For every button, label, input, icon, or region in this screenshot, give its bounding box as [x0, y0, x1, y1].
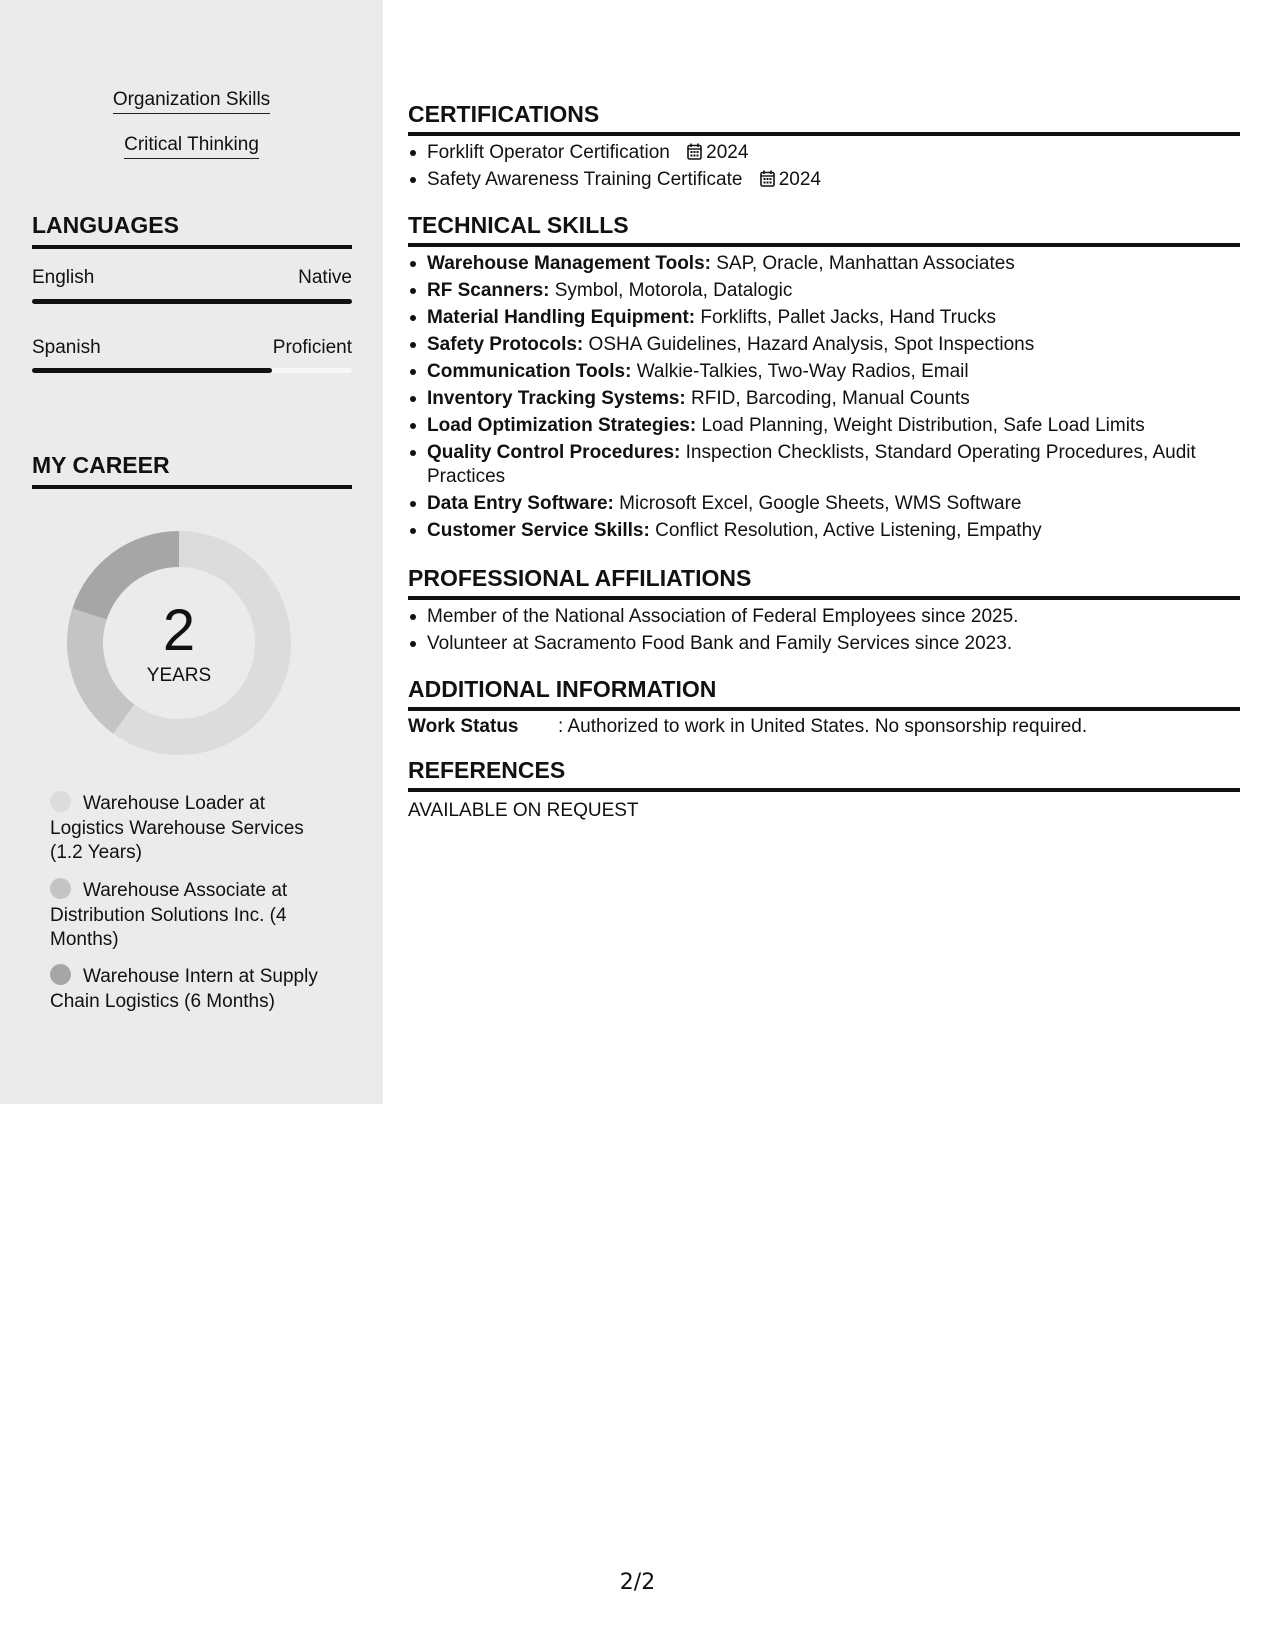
- work-status-value: : Authorized to work in United States. No sponsorship required.: [558, 716, 1088, 737]
- skill-item: [408, 519, 1240, 543]
- skill-label: Customer Service Skills:: [427, 520, 650, 541]
- work-status-label: Work Status: [408, 716, 519, 737]
- soft-skill-item: [0, 88, 383, 114]
- skill-text: Forklifts, Pallet Jacks, Hand Trucks: [695, 307, 997, 328]
- skill-label: Warehouse Management Tools:: [427, 253, 711, 274]
- certification-item: [408, 141, 1240, 165]
- language-name: Spanish: [32, 337, 101, 358]
- languages-heading: LANGUAGES: [32, 211, 352, 249]
- skill-item: [408, 333, 1240, 357]
- skill-item: [408, 492, 1240, 516]
- calendar-icon: [760, 170, 775, 187]
- legend-dot-icon: [50, 964, 71, 985]
- skill-label: Load Optimization Strategies:: [427, 415, 697, 436]
- career-legend-text: Warehouse Intern at Supply Chain Logistics (6 Months): [50, 966, 318, 1012]
- certification-year: 2024: [706, 142, 749, 163]
- legend-dot-icon: [50, 878, 71, 899]
- additional-info-heading: ADDITIONAL INFORMATION: [408, 675, 1240, 711]
- skill-text: Inspection Checklists, Standard Operating Procedures, Audit Practices: [427, 442, 1196, 487]
- references-text: AVAILABLE ON REQUEST: [408, 800, 639, 821]
- references-heading: REFERENCES: [408, 756, 1240, 792]
- affiliations-heading: PROFESSIONAL AFFILIATIONS: [408, 564, 1240, 600]
- calendar-icon: [687, 143, 702, 160]
- certification-name: Forklift Operator Certification: [427, 142, 670, 163]
- certifications-heading: CERTIFICATIONS: [408, 100, 1240, 136]
- skill-item: [408, 387, 1240, 411]
- sidebar: [0, 0, 383, 1104]
- skill-label: Communication Tools:: [427, 361, 632, 382]
- certification-year: 2024: [778, 169, 821, 190]
- affiliations-list: [408, 605, 1240, 656]
- language-proficiency-fill: [32, 299, 352, 304]
- career-heading: MY CAREER: [32, 451, 352, 489]
- certifications-list: [408, 141, 1240, 192]
- soft-skill-label: Organization Skills: [113, 88, 270, 114]
- career-total-years: 2: [162, 598, 196, 663]
- skill-label: Safety Protocols:: [427, 334, 584, 355]
- skill-text: Walkie-Talkies, Two-Way Radios, Email: [631, 361, 969, 382]
- technical-skills-list: [408, 252, 1240, 543]
- career-legend-text: Warehouse Associate at Distribution Solutions Inc. (4 Months): [50, 880, 288, 950]
- skill-label: RF Scanners:: [427, 280, 550, 301]
- language-proficiency-fill: [32, 368, 272, 373]
- affiliation-item: Member of the National Association of Federal Employees since 2025.: [408, 605, 1240, 629]
- skill-label: Quality Control Procedures:: [427, 442, 681, 463]
- certification-item: [408, 168, 1240, 192]
- soft-skill-label: Critical Thinking: [124, 133, 259, 159]
- career-legend-item: [50, 878, 325, 953]
- work-status-row: [408, 715, 1240, 739]
- career-legend-item: [50, 964, 325, 1014]
- language-row: [32, 266, 352, 290]
- skill-item: [408, 306, 1240, 330]
- career-total-unit: YEARS: [146, 665, 212, 686]
- legend-dot-icon: [50, 791, 71, 812]
- language-name: English: [32, 267, 95, 288]
- skill-text: Microsoft Excel, Google Sheets, WMS Software: [613, 493, 1022, 514]
- language-level: Native: [298, 267, 352, 288]
- skill-label: Inventory Tracking Systems:: [427, 388, 686, 409]
- language-level: Proficient: [272, 337, 352, 358]
- skill-item: [408, 441, 1240, 489]
- skill-text: Conflict Resolution, Active Listening, Empathy: [649, 520, 1042, 541]
- skill-item: [408, 279, 1240, 303]
- language-row: [32, 336, 352, 360]
- skill-text: RFID, Barcoding, Manual Counts: [685, 388, 970, 409]
- career-legend-item: [50, 791, 325, 866]
- skill-text: Symbol, Motorola, Datalogic: [549, 280, 793, 301]
- skill-item: [408, 252, 1240, 276]
- career-legend-text: Warehouse Loader at Logistics Warehouse Services (1.2 Years): [50, 793, 304, 863]
- skill-text: OSHA Guidelines, Hazard Analysis, Spot Inspections: [583, 334, 1035, 355]
- skill-text: SAP, Oracle, Manhattan Associates: [710, 253, 1015, 274]
- affiliation-item: Volunteer at Sacramento Food Bank and Family Services since 2023.: [408, 632, 1240, 656]
- language-proficiency-bar: [32, 368, 352, 373]
- skill-item: [408, 414, 1240, 438]
- page-number: 2/2: [619, 1570, 656, 1595]
- skill-label: Data Entry Software:: [427, 493, 614, 514]
- technical-skills-heading: TECHNICAL SKILLS: [408, 211, 1240, 247]
- skill-label: Material Handling Equipment:: [427, 307, 696, 328]
- skill-item: [408, 360, 1240, 384]
- soft-skill-item: [0, 133, 383, 159]
- skill-text: Load Planning, Weight Distribution, Safe Load Limits: [696, 415, 1145, 436]
- language-proficiency-bar: [32, 299, 352, 304]
- certification-name: Safety Awareness Training Certificate: [427, 169, 743, 190]
